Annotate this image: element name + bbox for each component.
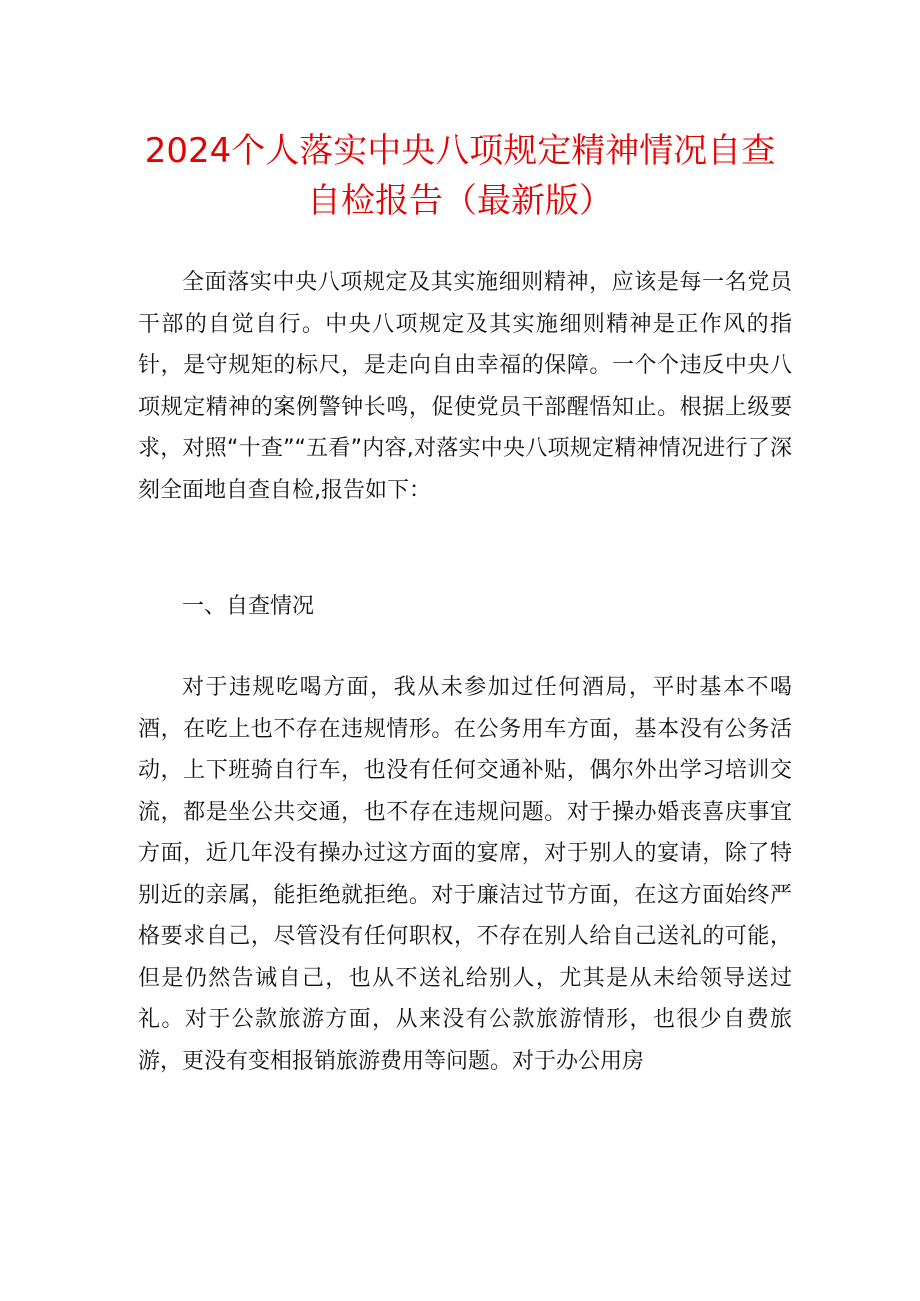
self-check-paragraph: 对于违规吃喝方面，我从未参加过任何酒局，平时基本不喝酒，在吃上也不存在违规情形。在公务用车方面，基本没有公务活动，上下班骑自行车，也没有任何交通补贴，偶尔外出学习培训交流，都是坐公共交通，也不存在违规问题。对于操办婚丧喜庆事宜方面，近几年没有操办过这方面的宴席，对于别人的宴请，除了特别近的亲属，能拒绝就拒绝。对于廉洁过节方面，在这方面始终严格要求自己，尽管没有任何职权，不存在别人给自己送礼的可能，但是仍然告诫自己，也从不送礼给别人，尤其是从未给领导送过礼。对于公款旅游方面，从来没有公款旅游情形，也很少自费旅游，更没有变相报销旅游费用等问题。对于办公用房 bbox=[138, 675, 792, 1074]
section-heading-block bbox=[138, 586, 792, 628]
self-check-paragraph-block bbox=[138, 667, 792, 1082]
title-line-2: 自检报告（最新版） bbox=[307, 181, 613, 221]
section-heading-self-check: 一、自查情况 bbox=[182, 594, 315, 619]
document-title bbox=[100, 126, 820, 226]
intro-paragraph-block bbox=[138, 262, 792, 511]
title-line-1: 2024个人落实中央八项规定精神情况自查 bbox=[144, 131, 776, 171]
intro-paragraph: 全面落实中央八项规定及其实施细则精神，应该是每一名党员干部的自觉自行。中央八项规定及其实施细则精神是正作风的指针，是守规矩的标尺，是走向自由幸福的保障。一个个违反中央八项规定精神的案例警钟长鸣，促使党员干部醒悟知止。根据上级要求，对照“十查”“五看”内容,对落实中央八项规定精神情况进行了深刻全面地自查自检,报告如下： bbox=[138, 270, 792, 503]
